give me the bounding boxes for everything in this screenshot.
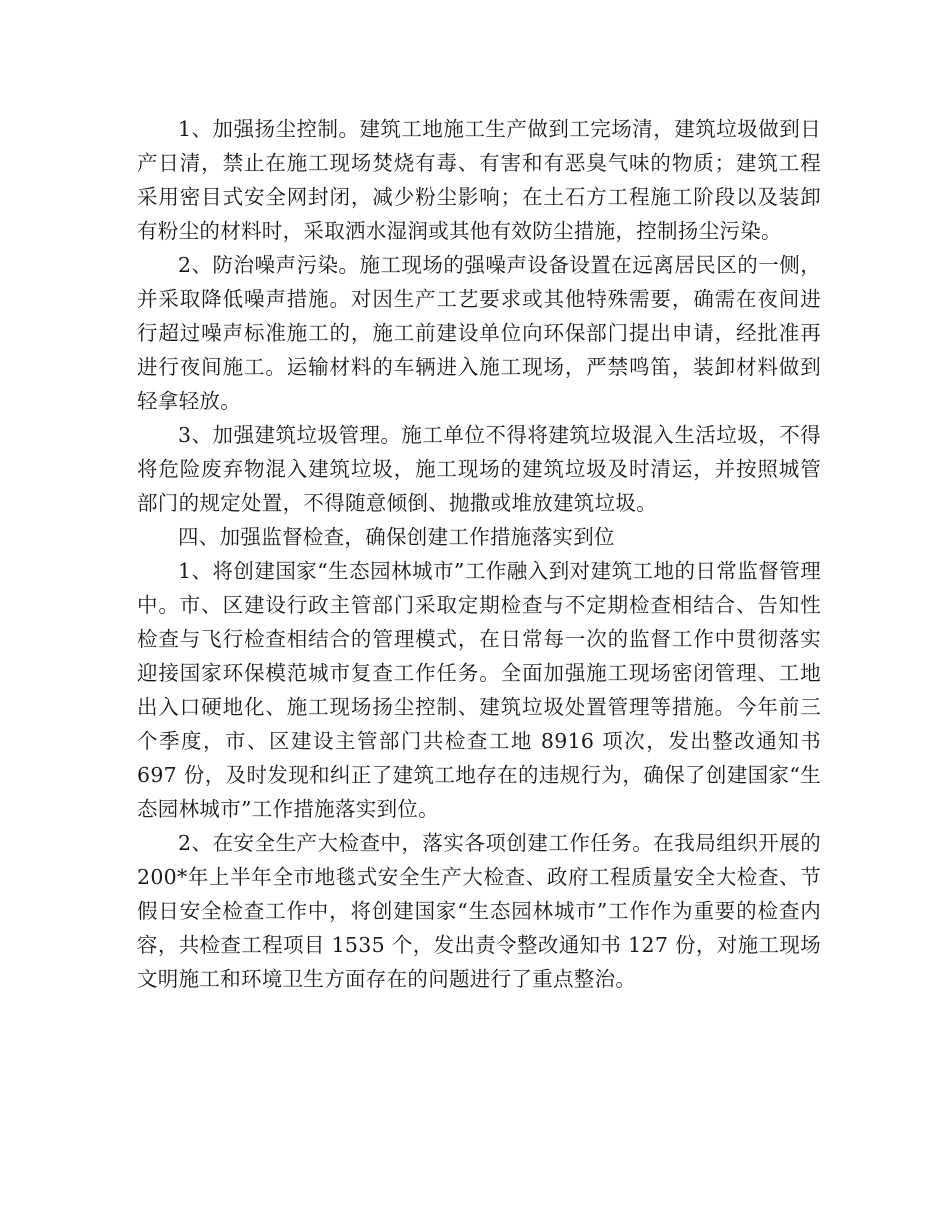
paragraph-noise-pollution: 2、防治噪声污染。施工现场的强噪声设备设置在远离居民区的一侧，并采取降低噪声措施。对因生产工艺要求或其他特殊需要，确需在夜间进行超过噪声标准施工的，施工前建设单位向环保部门提出申请，经批准再进行夜间施工。运输材料的车辆进入施工现场，严禁鸣笛，装卸材料做到轻拿轻放。 (137, 253, 821, 413)
document-page (137, 112, 821, 996)
section-heading-supervision: 四、加强监督检查，确保创建工作措施落实到位 (178, 525, 615, 549)
paragraph-daily-supervision: 1、将创建国家“生态园林城市”工作融入到对建筑工地的日常监督管理中。市、区建设行政主管部门采取定期检查与不定期检查相结合、告知性检查与飞行检查相结合的管理模式，在日常每一次的监督工作中贯彻落实迎接国家环保模范城市复查工作任务。全面加强施工现场密闭管理、工地出入口硬地化、施工现场扬尘控制、建筑垃圾处置管理等措施。今年前三个季度，市、区建设主管部门共检查工地 8916 项次，发出整改通知书 697 份，及时发现和纠正了建筑工地存在的违规行为，确保了创建国家“生态园林城市”工作措施落实到位。 (137, 559, 821, 821)
paragraph-safety-inspection: 2、在安全生产大检查中，落实各项创建工作任务。在我局组织开展的 200*年上半年全市地毯式安全生产大检查、政府工程质量安全大检查、节假日安全检查工作中，将创建国家“生态园林城市”工作作为重要的检查内容，共检查工程项目 1535 个，发出责令整改通知书 127 份，对施工现场文明施工和环境卫生方面存在的问题进行了重点整治。 (137, 831, 821, 991)
paragraph-waste-management: 3、加强建筑垃圾管理。施工单位不得将建筑垃圾混入生活垃圾，不得将危险废弃物混入建筑垃圾，施工现场的建筑垃圾及时清运，并按照城管部门的规定处置，不得随意倾倒、抛撒或堆放建筑垃圾。 (137, 423, 821, 515)
paragraph-dust-control: 1、加强扬尘控制。建筑工地施工生产做到工完场清，建筑垃圾做到日产日清，禁止在施工现场焚烧有毒、有害和有恶臭气味的物质；建筑工程采用密目式安全网封闭，减少粉尘影响；在土石方工程施工阶段以及装卸有粉尘的材料时，采取洒水湿润或其他有效防尘措施，控制扬尘污染。 (137, 117, 821, 243)
